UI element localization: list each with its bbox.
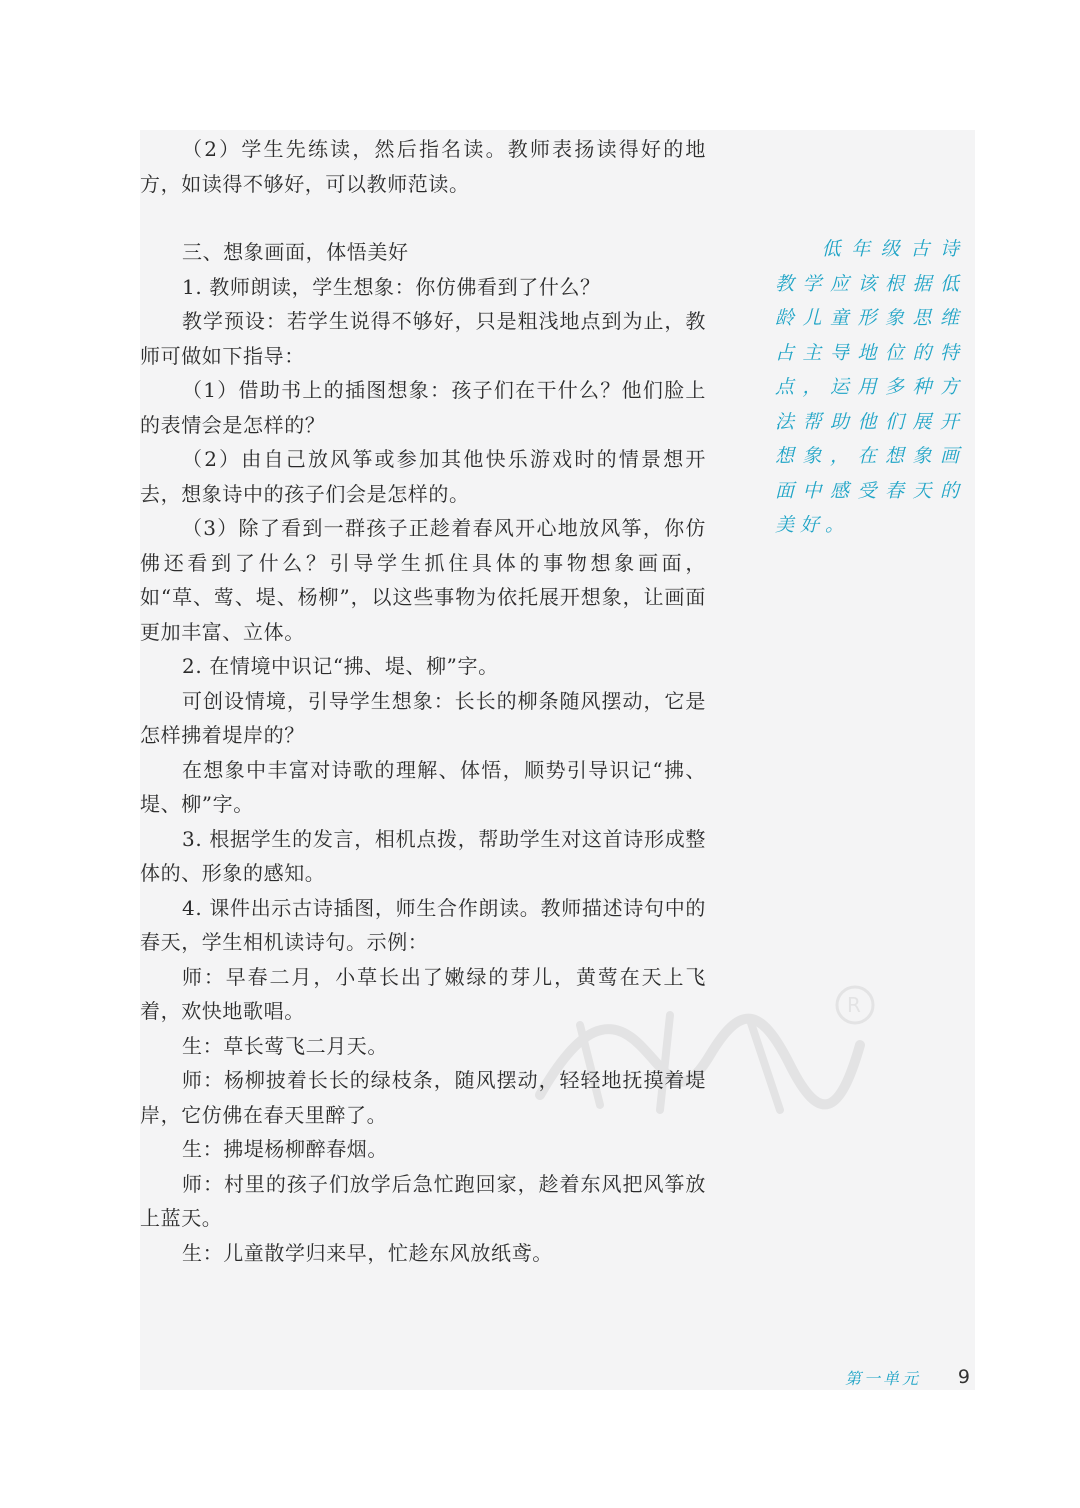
section-heading: 三、想象画面，体悟美好 [182,240,409,264]
dialogue-student-3: 生：儿童散学归来早，忙趁东风放纸鸢。 [182,1240,553,1265]
margin-note-text: 低年级古诗教学应该根据低龄儿童形象思维占主导地位的特点，运用多种方法帮助他们展开想象，在想象画面中感受春天的美好。 [775,238,965,536]
page-footer [845,1362,970,1392]
dialogue-teacher-1: 师：早春二月，小草长出了嫩绿的芽儿，黄莺在天上飞着，欢快地歌唱。 [140,964,706,1023]
margin-note [775,232,965,543]
lesson-text-column [140,132,706,1270]
paragraph-reading-practice: （2）学生先练读，然后指名读。教师表扬读得好的地方，如读得不够好，可以教师范读。 [140,137,706,196]
step-4-heading: 4. 课件出示古诗插图，师生合作朗读。教师描述诗句中的春天，学生相机读诗句。示例： [140,895,706,954]
unit-label: 第一单元 [845,1368,922,1388]
dialogue-student-1: 生：草长莺飞二月天。 [182,1033,388,1058]
step-3-heading: 3. 根据学生的发言，相机点拨，帮助学生对这首诗形成整体的、形象的感知。 [140,826,706,885]
paragraph-guide-2: （2）由自己放风筝或参加其他快乐游戏时的情景想开去，想象诗中的孩子们会是怎样的。 [140,447,706,506]
dialogue-teacher-2: 师：杨柳披着长长的绿枝条，随风摆动，轻轻地抚摸着堤岸，它仿佛在春天里醉了。 [140,1068,706,1127]
paragraph-guide-3: （3）除了看到一群孩子正趁着春风开心地放风筝，你仿佛还看到了什么？引导学生抓住具体的事物想象画面，如“草、莺、堤、杨柳”，以这些事物为依托展开想象，让画面更加丰富、立体。 [140,516,706,644]
step-2-heading: 2. 在情境中识记“拂、堤、柳”字。 [182,654,499,678]
paragraph-character-recognition: 在想象中丰富对诗歌的理解、体悟，顺势引导识记“拂、堤、柳”字。 [140,757,706,816]
step-1-heading: 1. 教师朗读，学生想象：你仿佛看到了什么？ [182,274,601,299]
dialogue-teacher-3: 师：村里的孩子们放学后急忙跑回家，趁着东风把风筝放上蓝天。 [140,1171,706,1230]
paragraph-guide-1: （1）借助书上的插图想象：孩子们在干什么？他们脸上的表情会是怎样的？ [140,378,706,437]
page-number: 9 [957,1366,970,1388]
dialogue-student-2: 生：拂堤杨柳醉春烟。 [182,1137,388,1161]
paragraph-situation: 可创设情境，引导学生想象：长长的柳条随风摆动，它是怎样拂着堤岸的？ [140,688,706,747]
paragraph-teaching-preset: 教学预设：若学生说得不够好，只是粗浅地点到为止，教师可做如下指导： [140,309,706,368]
